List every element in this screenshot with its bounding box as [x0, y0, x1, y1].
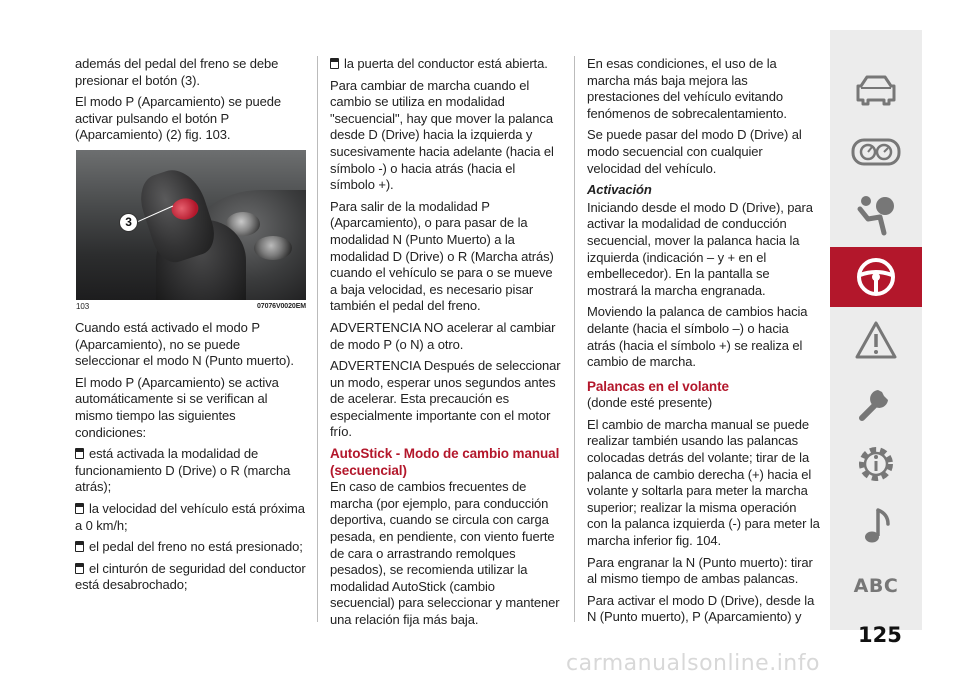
bullet-item: la velocidad del vehículo está próxima a 0 km/h;	[75, 501, 307, 534]
gear-info-icon	[854, 442, 898, 486]
gauges-icon	[851, 136, 901, 168]
sidebar-item-driving[interactable]	[830, 247, 922, 307]
sidebar-item-multimedia[interactable]	[830, 496, 922, 556]
paragraph: ADVERTENCIA Después de seleccionar un modo, esperar unos segundos antes de acelerar. Esta precaución es especialmente importante con el motor frío.	[330, 358, 561, 440]
gear-lever-figure	[76, 150, 306, 300]
column-1	[75, 56, 307, 599]
section-heading: Palancas en el volante	[587, 378, 729, 394]
sidebar-item-safety[interactable]	[830, 185, 922, 245]
section-heading: AutoStick - Modo de cambio manual (secuencial)	[330, 446, 560, 478]
paragraph: Para engranar la N (Punto muerto): tirar al mismo tiempo de ambas palancas.	[587, 554, 813, 587]
paragraph: Iniciando desde el modo D (Drive), para activar la modalidad de conducción secuencial, mover la palanca hacia la izquierda (indicación – y + en el embellecedor). En la pantalla se mostrará la marcha engranada.	[587, 199, 813, 298]
steering-wheel-icon	[854, 255, 898, 299]
heading-note: (donde esté presente)	[587, 395, 713, 411]
paragraph: El cambio de marcha manual se puede realizar también usando las palancas colocadas detrás del volante; tirar de la palanca de cambio derecha (+) hacia el volante y soltarla para meter la marcha superior; realizar la misma operación con la palanca izquierda (-) para meter la marcha inferior fig. 104.	[587, 416, 820, 549]
sidebar-item-instruments[interactable]	[830, 122, 922, 182]
bullet-item: el cinturón de seguridad del conductor está desabrochado;	[75, 560, 306, 593]
watermark: carmanualsonline.info	[566, 651, 820, 676]
sidebar-item-car[interactable]	[830, 60, 922, 120]
paragraph: además del pedal del freno se debe presionar el botón (3).	[75, 56, 279, 88]
paragraph: En esas condiciones, el uso de la marcha más baja mejora las prestaciones del vehículo evitando fenómenos de sobrecalentamiento.	[587, 56, 787, 121]
sidebar-item-emergency[interactable]	[830, 310, 922, 370]
column-divider	[574, 56, 575, 622]
figure-caption	[76, 302, 306, 312]
page-number: 125	[858, 623, 902, 647]
subheading: Activación	[587, 182, 652, 198]
column-3	[587, 56, 820, 631]
paragraph: Para activar el modo D (Drive), desde la N (Punto muerto), P (Aparcamiento) y	[587, 592, 815, 625]
sidebar-item-index[interactable]	[830, 556, 922, 616]
paragraph: Moviendo la palanca de cambios hacia delante (hacia el símbolo –) o hacia atrás (hacia el símbolo +) se realiza el cambio de marcha.	[587, 304, 808, 370]
figure-number: 103	[76, 301, 90, 311]
bullet-item: está activada la modalidad de funcionamiento D (Drive) o R (marcha atrás);	[75, 446, 307, 496]
bullet-item: el pedal del freno no está presionado;	[75, 539, 307, 556]
paragraph: ADVERTENCIA NO acelerar al cambiar de modo P (o N) a otro.	[330, 319, 556, 352]
paragraph: Cuando está activado el modo P (Aparcamiento), no se puede seleccionar el modo N (Punto muerto).	[75, 319, 294, 369]
rotary-knob	[254, 236, 292, 260]
paragraph: Para salir de la modalidad P (Aparcamiento), o para pasar de la modalidad N (Punto Muerto) a la modalidad D (Drive) o R (Marcha atrás) cuando el vehículo se para o se mueve a baja velocidad, es necesario pisar también el pedal del freno.	[330, 198, 554, 314]
figure-code: 07076V0020EM	[256, 302, 306, 310]
sidebar-item-technical-data[interactable]	[830, 434, 922, 494]
warning-icon	[854, 320, 898, 360]
music-icon	[856, 504, 896, 548]
paragraph: Se puede pasar del modo D (Drive) al modo secuencial con cualquier velocidad del vehículo.	[587, 127, 802, 176]
column-2	[330, 56, 562, 634]
paragraph: En caso de cambios frecuentes de marcha (por ejemplo, para conducción deportiva, cuando se circula con carga pesada, en pendiente, con viento fuerte de cara o arrastrando remolques pesados), se recomienda utilizar la modalidad AutoStick (cambio secuencial) para seleccionar y mantener una relación fija más baja.	[330, 479, 560, 627]
paragraph: El modo P (Aparcamiento) se puede activar pulsando el botón P (Aparcamiento) (2) fig. 103.	[75, 94, 282, 143]
airbag-icon	[854, 193, 898, 237]
car-icon	[853, 72, 899, 108]
chapter-sidebar	[830, 30, 922, 630]
bullet-item: la puerta del conductor está abierta.	[330, 56, 562, 73]
paragraph: Para cambiar de marcha cuando el cambio se utiliza en modalidad "secuencial", hay que mover la palanca desde D (Drive) hacia la izquierda y sucesivamente hacia adelante (hacia el símbolo -) o hacia atrás (hacia el símbolo +).	[330, 77, 554, 193]
callout-number: 3	[119, 213, 138, 232]
abc-icon: ABC	[853, 575, 899, 597]
sidebar-item-maintenance[interactable]	[830, 372, 922, 432]
wrench-icon	[854, 380, 898, 424]
paragraph: El modo P (Aparcamiento) se activa automáticamente si se verifican al mismo tiempo las siguientes condiciones:	[75, 374, 279, 440]
column-divider	[317, 56, 318, 622]
